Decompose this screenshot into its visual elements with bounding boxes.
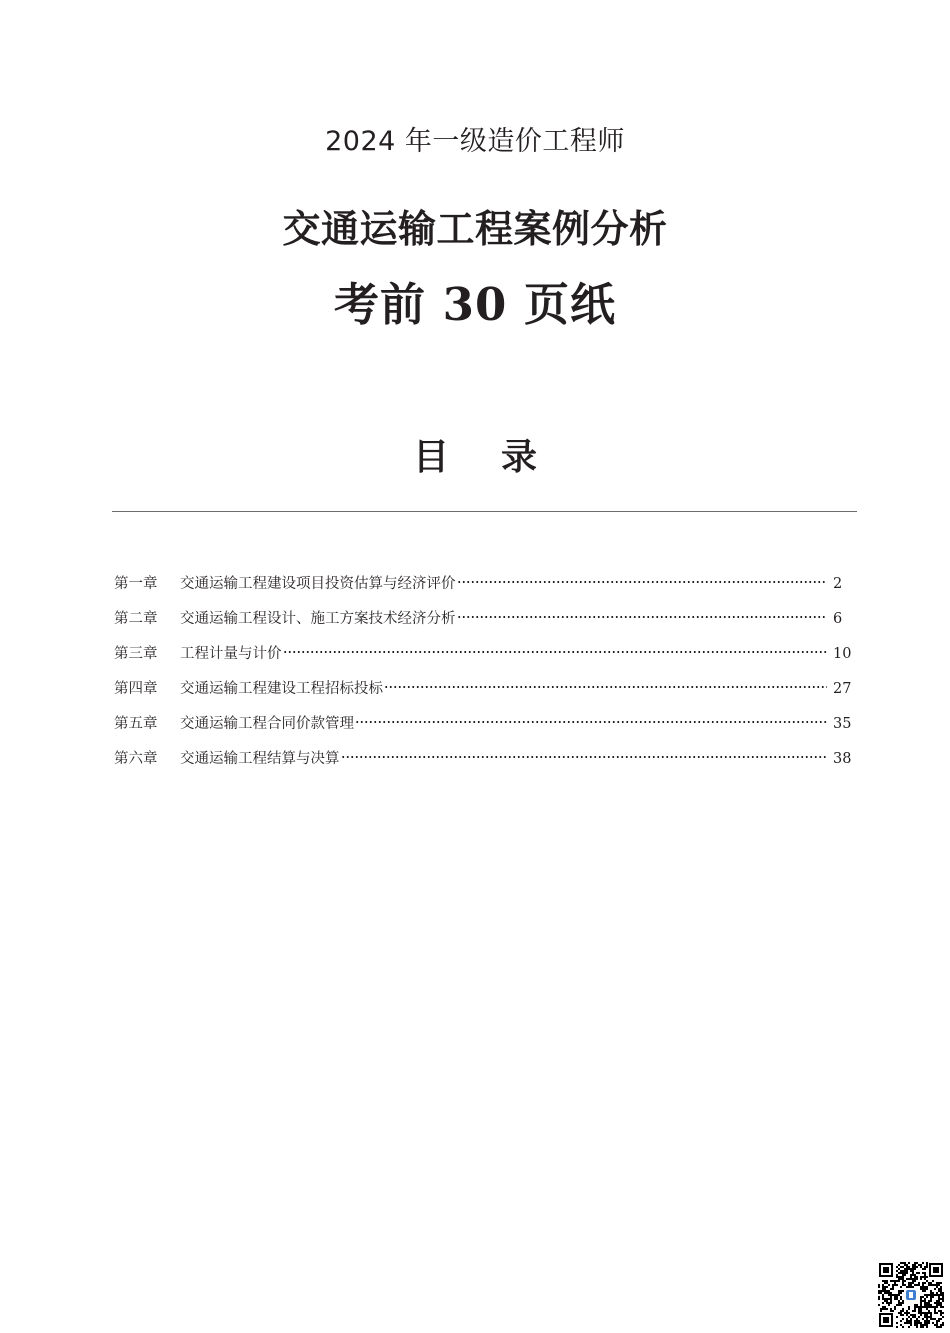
toc-page-number: 2 bbox=[833, 576, 843, 592]
toc-chapter-title: 交通运输工程设计、施工方案技术经济分析 bbox=[180, 611, 456, 627]
toc-entry[interactable] bbox=[114, 745, 859, 780]
toc-chapter-label: 第六章 bbox=[114, 751, 158, 767]
book-subtitle: 考前 30 页纸 bbox=[334, 278, 616, 331]
toc-page-number: 27 bbox=[833, 681, 852, 697]
toc-divider bbox=[112, 511, 857, 512]
toc-heading-char-2: 录 bbox=[501, 436, 538, 478]
toc-dot-leader bbox=[384, 671, 827, 689]
toc-chapter-title: 工程计量与计价 bbox=[180, 646, 282, 662]
toc-chapter-label: 第一章 bbox=[114, 576, 158, 592]
toc-heading-char-1: 目 bbox=[412, 436, 449, 478]
toc-page-number: 6 bbox=[833, 611, 843, 627]
toc-dot-leader bbox=[283, 636, 828, 654]
toc-dot-leader bbox=[457, 601, 828, 619]
toc-chapter-title: 交通运输工程建设工程招标投标 bbox=[180, 681, 383, 697]
toc-chapter-label: 第二章 bbox=[114, 611, 158, 627]
toc-page-number: 35 bbox=[833, 716, 852, 732]
toc-page-number: 10 bbox=[833, 646, 852, 662]
toc-list bbox=[114, 570, 859, 780]
toc-entry[interactable] bbox=[114, 710, 859, 745]
qr-code-icon bbox=[878, 1262, 944, 1328]
toc-entry[interactable] bbox=[114, 570, 859, 605]
toc-entry[interactable] bbox=[114, 675, 859, 710]
toc-chapter-title: 交通运输工程合同价款管理 bbox=[180, 716, 354, 732]
toc-chapter-label: 第五章 bbox=[114, 716, 158, 732]
toc-dot-leader bbox=[355, 706, 827, 724]
toc-chapter-title: 交通运输工程结算与决算 bbox=[180, 751, 340, 767]
exam-year-line: 2024 年一级造价工程师 bbox=[325, 126, 625, 157]
toc-entry[interactable] bbox=[114, 605, 859, 640]
toc-heading bbox=[0, 434, 950, 480]
toc-page-number: 38 bbox=[833, 751, 852, 767]
toc-entry[interactable] bbox=[114, 640, 859, 675]
book-title: 交通运输工程案例分析 bbox=[282, 207, 668, 251]
toc-chapter-label: 第三章 bbox=[114, 646, 158, 662]
toc-chapter-label: 第四章 bbox=[114, 681, 158, 697]
toc-dot-leader bbox=[457, 566, 828, 584]
toc-dot-leader bbox=[341, 741, 828, 759]
toc-chapter-title: 交通运输工程建设项目投资估算与经济评价 bbox=[180, 576, 456, 592]
